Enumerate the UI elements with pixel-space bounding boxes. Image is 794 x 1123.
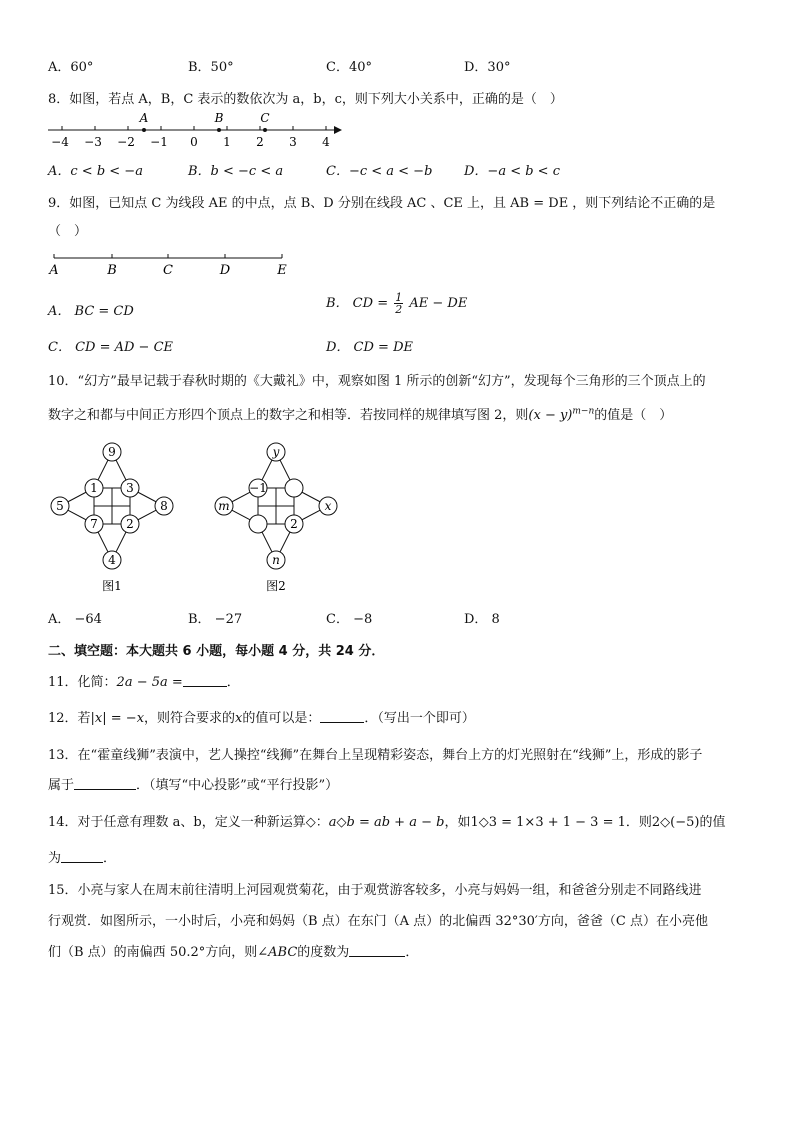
seg-label-d: D bbox=[219, 263, 231, 278]
fig1-bottom: 4 bbox=[108, 553, 116, 567]
q15-line2: 行观赏．如图所示，一小时后，小亮和妈妈（B 点）在东门（A 点）的北偏西 32°30′方向，爸爸（C 点）在小亮他 bbox=[48, 914, 708, 929]
q9-segment bbox=[44, 250, 294, 280]
axis-label: −1 bbox=[150, 135, 168, 149]
axis-label: −3 bbox=[84, 135, 102, 149]
fig2-top: y bbox=[272, 445, 280, 459]
q9-option-b: B． CD = $\frac{1}{2}$ AE − DE bbox=[326, 291, 468, 316]
axis-label: 3 bbox=[289, 135, 297, 149]
q9-paren: （ ） bbox=[48, 224, 88, 239]
q10-line2: 数字之和都与中间正方形四个顶点上的数字之和相等．若按同样的规律填写图 2，则$(x - y)^{m-n}$的值是（ ） bbox=[48, 406, 673, 423]
section-heading: 二、填空题：本大题共 6 小题，每小题 4 分，共 24 分． bbox=[48, 644, 385, 659]
seg-label-e: E bbox=[277, 263, 287, 278]
q10-expr: (x − y) bbox=[528, 408, 573, 423]
q8-number-line bbox=[40, 108, 350, 152]
q7-option-d: D．30° bbox=[464, 60, 511, 75]
q13-line2: 属于 ．（填写“中心投影”或“平行投影”） bbox=[48, 778, 339, 793]
q11: 11．化简：2a − 5a = ． bbox=[48, 675, 240, 690]
q9-stem: 9．如图，已知点 C 为线段 AE 的中点，点 B、D 分别在线段 AC 、CE 上，且 AB = DE ，则下列结论不正确的是 bbox=[48, 196, 716, 211]
answer-blank bbox=[183, 674, 227, 687]
q8-option-b: B．b < −c < a bbox=[188, 164, 284, 179]
q8-option-c: C．−c < a < −b bbox=[326, 164, 433, 179]
fig1-ll: 7 bbox=[90, 517, 98, 531]
fig1-ur: 3 bbox=[126, 481, 134, 495]
answer-blank bbox=[349, 944, 405, 957]
fig2-bottom: n bbox=[272, 553, 280, 567]
q10-figure2 bbox=[208, 438, 348, 598]
q15-line3: 们（B 点）的南偏西 50.2°方向，则∠ABC的度数为 ． bbox=[48, 945, 419, 960]
q10-option-d: D． 8 bbox=[464, 612, 500, 627]
fig1-ul: 1 bbox=[90, 481, 98, 495]
q8-stem: 8．如图，若点 A，B，C 表示的数依次为 a，b，c，则下列大小关系中，正确的是（ ） bbox=[48, 92, 563, 107]
fig2-right: x bbox=[324, 499, 332, 513]
point-label-c: C bbox=[260, 111, 270, 125]
q14-line1: 14．对于任意有理数 a、b，定义一种新运算◇：a◇b = ab + a − b，如1◇3 = 1×3 + 1 − 3 = 1．则2◇(−5)的值 bbox=[48, 815, 726, 830]
q10-option-c: C． −8 bbox=[326, 612, 373, 627]
q7-option-c: C．40° bbox=[326, 60, 372, 75]
fig2-lr: 2 bbox=[290, 517, 298, 531]
q9-option-d: D． CD = DE bbox=[326, 340, 413, 355]
q10-figure1 bbox=[44, 438, 184, 598]
q7-option-b: B．50° bbox=[188, 60, 234, 75]
fraction-half: $\frac{1}{2}$ bbox=[395, 291, 403, 316]
axis-label: −2 bbox=[117, 135, 135, 149]
q10-line1: 10．“幻方”最早记载于春秋时期的《大戴礼》中，观察如图 1 所示的创新“幻方”，发现每个三角形的三个顶点上的 bbox=[48, 374, 706, 389]
q7-option-a: A．60° bbox=[48, 60, 94, 75]
seg-label-b: B bbox=[107, 263, 117, 278]
fig1-caption: 图1 bbox=[102, 579, 122, 593]
q8-option-d: D．−a < b < c bbox=[464, 164, 560, 179]
seg-label-a: A bbox=[49, 263, 59, 278]
point-c bbox=[263, 128, 267, 132]
axis-label: 2 bbox=[256, 135, 264, 149]
q10-option-a: A． −64 bbox=[48, 612, 102, 627]
seg-label-c: C bbox=[163, 263, 173, 278]
answer-blank bbox=[74, 777, 136, 790]
axis-label: 0 bbox=[190, 135, 198, 149]
fig1-top: 9 bbox=[108, 445, 116, 459]
q12: 12．若|x| = −x，则符合要求的x的值可以是： ．（写出一个即可） bbox=[48, 711, 475, 726]
answer-blank bbox=[61, 850, 103, 863]
point-b bbox=[217, 128, 221, 132]
fig2-caption: 图2 bbox=[266, 579, 286, 593]
point-a bbox=[142, 128, 146, 132]
q13-line1: 13．在“霍童线狮”表演中，艺人操控“线狮”在舞台上呈现精彩姿态，舞台上方的灯光照射在“线狮”上，形成的影子 bbox=[48, 748, 703, 763]
fig2-ul: −1 bbox=[249, 481, 267, 495]
axis-label: 4 bbox=[322, 135, 330, 149]
fig2-left: m bbox=[218, 499, 230, 513]
q10-option-b: B． −27 bbox=[188, 612, 243, 627]
fig1-left: 5 bbox=[56, 499, 64, 513]
q9-option-c: C． CD = AD − CE bbox=[48, 340, 174, 355]
axis-label: 1 bbox=[223, 135, 231, 149]
q15-line1: 15．小亮与家人在周末前往清明上河园观赏菊花，由于观赏游客较多，小亮与妈妈一组，和爸爸分别走不同路线进 bbox=[48, 883, 702, 898]
axis-label: −4 bbox=[51, 135, 69, 149]
q8-option-a: A．c < b < −a bbox=[48, 164, 143, 179]
q14-line2: 为 ． bbox=[48, 851, 117, 866]
fig1-right: 8 bbox=[160, 499, 168, 513]
point-label-b: B bbox=[214, 111, 224, 125]
answer-blank bbox=[320, 710, 364, 723]
point-label-a: A bbox=[139, 111, 149, 125]
fig1-lr: 2 bbox=[126, 517, 134, 531]
q9-option-a: A． BC = CD bbox=[48, 304, 134, 319]
